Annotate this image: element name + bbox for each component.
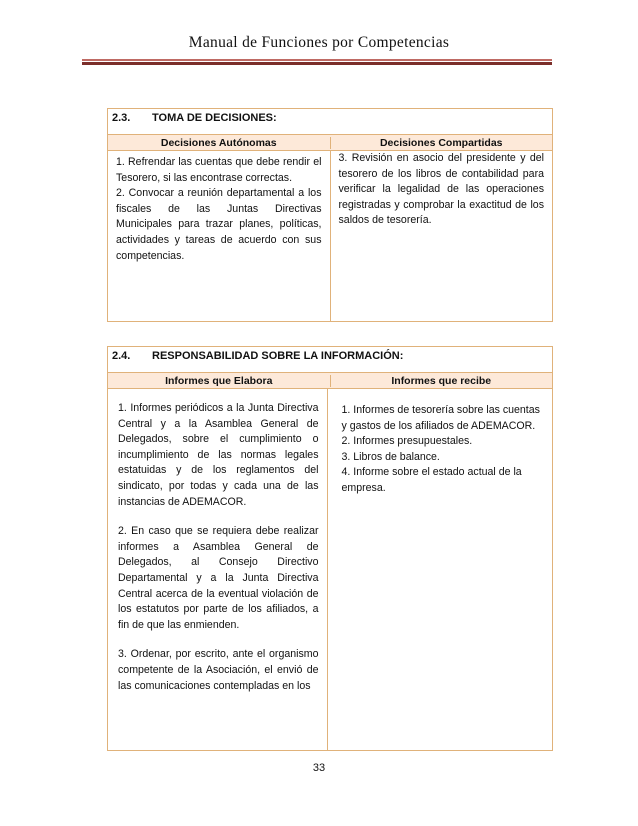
page-header-title: Manual de Funciones por Competencias [188,34,450,51]
list-item: 3. Libros de balance. [341,450,440,463]
column-title-right: Informes que recibe [391,374,492,387]
columns-header [108,134,552,151]
section-number: 2.3. [112,112,131,124]
list-item: 2. Convocar a reunión departamental a los fiscales de las Juntas Directivas Municipales para trazar planes, políticas, actividades y tareas de acuerdo con sus competencias. [116,187,322,262]
section-title: RESPONSABILIDAD SOBRE LA INFORMACIÓN: [152,350,404,362]
section-number: 2.4. [112,350,131,362]
section-decision-making [107,108,553,322]
list-item: 1. Informes de tesorería sobre las cuentas y gastos de los afiliados de ADEMACOR. [341,404,540,432]
column-left [108,389,328,751]
columns-body [108,389,552,751]
list-item: 3. Ordenar, por escrito, ante el organismo competente de la Asociación, el envió de las comunicaciones contempladas en los [118,648,319,692]
list-item: 4. Informe sobre el estado actual de la empresa. [341,466,522,494]
columns-header [108,372,552,389]
list-item: 1. Informes periódicos a la Junta Directiva Central y a la Asamblea General de Delegados, sobre el cumplimiento o incumplimiento de las normas legales estatuidas y de los reglamentos del sindicato, por todas y cada una de las instancias de ADEMACOR. [118,402,319,508]
column-title-right: Decisiones Compartidas [379,136,503,149]
column-title-left: Informes que Elabora [108,375,331,387]
list-item: 1. Refrendar las cuentas que debe rendir el Tesorero, si las encontrase correctas. [116,156,322,184]
section-information-responsibility [107,346,553,751]
section-title: TOMA DE DECISIONES: [152,112,277,124]
page-number: 33 [312,762,326,774]
list-item: 2. En caso que se requiera debe realizar informes a Asamblea General de Delegados, al Consejo Directivo Departamental y a la Junta Directiva Central acerca de la eventual violación de los estatutos por parte de los afiliados, a fin de que las enmienden. [118,525,319,631]
header-divider [82,59,552,65]
section-heading [108,109,552,127]
list-item: 3. Revisión en asocio del presidente y del tesorero de los libros de contabilidad para verificar la legalidad de las operaciones registradas y comprobar la exactitud de los saldos de tesorería. [338,152,544,227]
column-right [328,389,553,751]
column-right [331,151,553,322]
section-heading [108,347,552,365]
column-title-left: Decisiones Autónomas [108,137,331,149]
list-item: 2. Informes presupuestales. [341,435,473,448]
column-left [108,151,331,322]
columns-body [108,151,552,322]
